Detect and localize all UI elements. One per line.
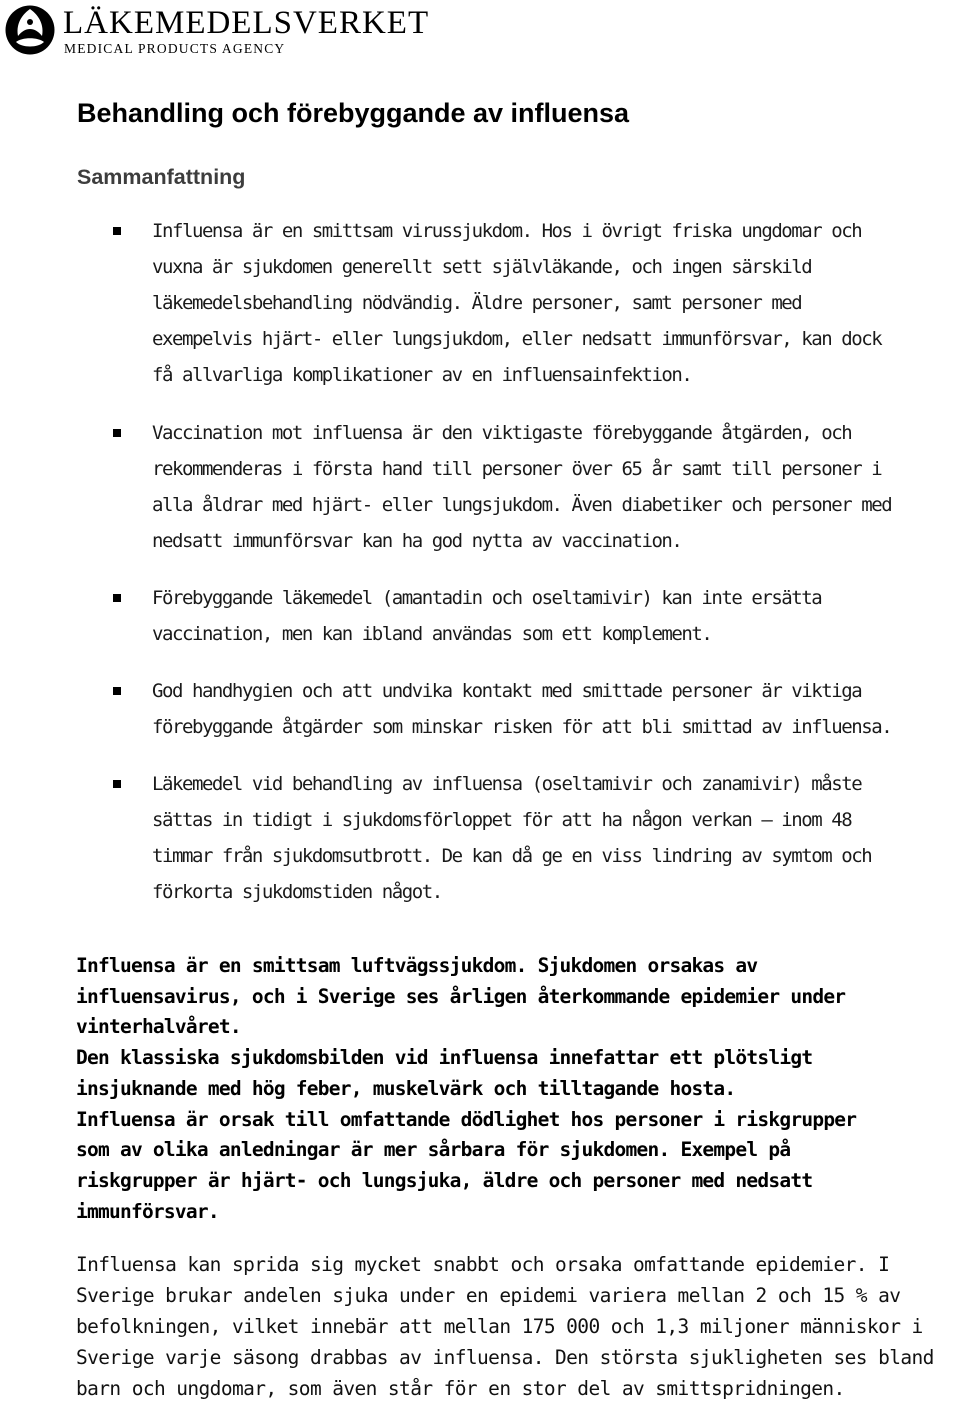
bullet-text-line: läkemedelsbehandling nödvändig. Äldre personer, samt personer med: [152, 292, 802, 314]
bullet-text-line: alla åldrar med hjärt- eller lungsjukdom. Även diabetiker och personer med: [152, 494, 892, 516]
paragraph-text-line: Sverige varje säsong drabbas av influensa. Den största sjukligheten ses bland: [76, 1346, 934, 1369]
paragraph-text-line: barn och ungdomar, som även står för en stor del av smittspridningen.: [76, 1377, 845, 1400]
bullet-text-line: Läkemedel vid behandling av influensa (oseltamivir och zanamivir) måste: [152, 773, 862, 795]
bullet-text-line: timmar från sjukdomsutbrott. De kan då ge en viss lindring av symtom och: [152, 845, 872, 867]
bold-text-line: insjuknande med hög feber, muskelvärk och tilltagande hosta.: [76, 1077, 736, 1100]
bullet-text-line: exempelvis hjärt- eller lungsjukdom, eller nedsatt immunförsvar, kan dock: [152, 328, 882, 350]
bullet-text-line: Vaccination mot influensa är den viktigaste förebyggande åtgärden, och: [152, 422, 852, 444]
logo-wordmark: LÄKEMEDELSVERKET: [63, 5, 430, 41]
square-bullet-icon: [113, 429, 121, 437]
bold-text-line: immunförsvar.: [76, 1200, 219, 1223]
bullet-text-line: förkorta sjukdomstiden något.: [152, 881, 442, 903]
paragraph-text-line: Sverige brukar andelen sjuka under en epidemi variera mellan 2 och 15 % av: [76, 1284, 901, 1307]
logo-subtitle: MEDICAL PRODUCTS AGENCY: [64, 41, 286, 56]
bold-text-line: influensavirus, och i Sverige ses årligen återkommande epidemier under: [76, 985, 846, 1008]
paragraph-text-line: befolkningen, vilket innebär att mellan 175 000 och 1,3 miljoner människor i: [76, 1315, 923, 1338]
agency-logo: [4, 4, 430, 60]
bold-text-line: Den klassiska sjukdomsbilden vid influensa innefattar ett plötsligt: [76, 1046, 813, 1069]
bullet-text-line: vaccination, men kan ibland användas som ett komplement.: [152, 623, 712, 645]
square-bullet-icon: [113, 687, 121, 695]
bullet-text-line: förebyggande åtgärder som minskar risken för att bli smittad av influensa.: [152, 716, 892, 738]
bullet-text-line: Förebyggande läkemedel (amantadin och oseltamivir) kan inte ersätta: [152, 587, 822, 609]
paragraph-text-line: Influensa kan sprida sig mycket snabbt och orsaka omfattande epidemier. I: [76, 1253, 890, 1276]
square-bullet-icon: [113, 227, 121, 235]
bullet-text-line: få allvarliga komplikationer av en influensainfektion.: [152, 364, 692, 386]
bullet-text-line: rekommenderas i första hand till personer över 65 år samt till personer i: [152, 458, 882, 480]
bold-text-line: riskgrupper är hjärt- och lungsjuka, äldre och personer med nedsatt: [76, 1169, 813, 1192]
square-bullet-icon: [113, 780, 121, 788]
bold-text-line: Influensa är en smittsam luftvägssjukdom. Sjukdomen orsakas av: [76, 954, 758, 977]
bold-text-line: Influensa är orsak till omfattande dödlighet hos personer i riskgrupper: [76, 1108, 857, 1131]
bullet-text-line: vuxna är sjukdomen generellt sett självläkande, och ingen särskild: [152, 256, 812, 278]
bold-text-line: vinterhalvåret.: [76, 1015, 241, 1038]
bullet-text-line: God handhygien och att undvika kontakt med smittade personer är viktiga: [152, 680, 862, 702]
bullet-text-line: nedsatt immunförsvar kan ha god nytta av vaccination.: [152, 530, 682, 552]
bullet-text-line: Influensa är en smittsam virussjukdom. Hos i övrigt friska ungdomar och: [152, 220, 862, 242]
square-bullet-icon: [113, 594, 121, 602]
document-title: Behandling och förebyggande av influensa: [77, 98, 630, 128]
agency-emblem-icon: [4, 4, 56, 56]
bold-text-line: som av olika anledningar är mer sårbara för sjukdomen. Exempel på: [76, 1138, 791, 1161]
bullet-text-line: sättas in tidigt i sjukdomsförloppet för att ha någon verkan – inom 48: [152, 809, 852, 831]
section-heading: Sammanfattning: [77, 165, 246, 189]
